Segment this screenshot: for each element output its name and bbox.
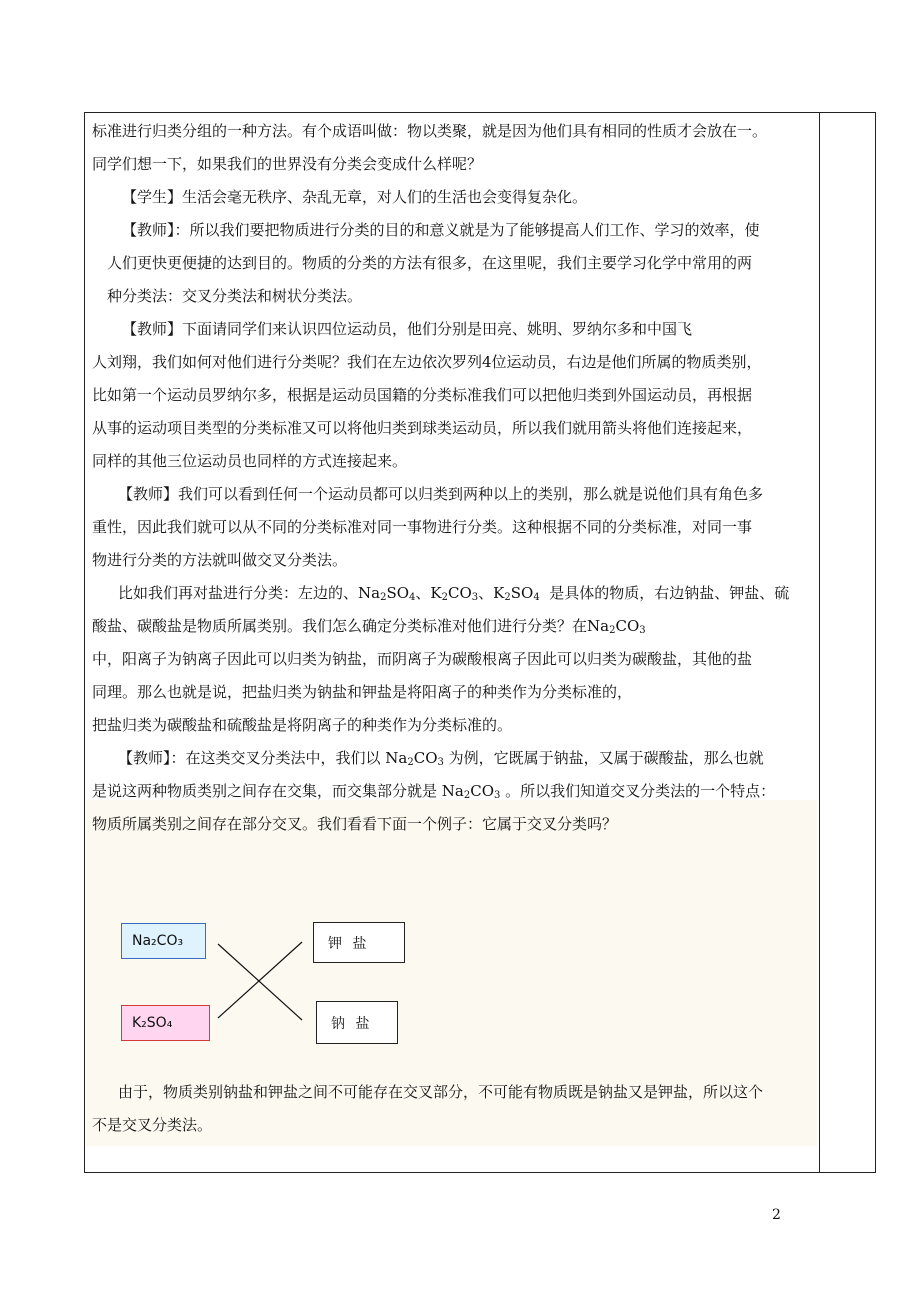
lesson-text — [92, 115, 817, 841]
paragraph-line: 标准进行归类分组的一种方法。有个成语叫做：物以类聚，就是因为他们具有相同的性质才会放在一。 — [92, 122, 768, 140]
student-response: 【学生】生活会毫无秩序、杂乱无章，对人们的生活也会变得复杂化。 — [122, 188, 588, 206]
paragraph-line: 重性，因此我们就可以从不同的分类标准对同一事物进行分类。这种根据不同的分类标准，对同一事 — [92, 518, 753, 536]
paragraph-line: 同样的其他三位运动员也同样的方式连接起来。 — [92, 452, 408, 470]
paragraph-line: 把盐归类为碳酸盐和硫酸盐是将阴离子的种类作为分类标准的。 — [92, 716, 513, 734]
k2so4-box: K₂SO₄ — [121, 1005, 210, 1041]
text-span: 为例，它既属于钠盐，又属于碳酸盐，那么也就 — [448, 749, 764, 767]
cross-connector-lines — [210, 940, 310, 1022]
paragraph-line: 是说这两种物质类别之间存在交集，而交集部分就是 $Na_2CO_3$ 。所以我们知道交叉分类法的一个特点： — [92, 782, 776, 801]
connector-line-na-to-sodium — [218, 944, 302, 1020]
connector-line-k-to-potassium — [218, 942, 302, 1018]
text-span: 酸盐、碳酸盐是物质所属类别。我们怎么确定分类标准对他们进行分类？在 — [92, 617, 588, 635]
conclusion-text — [92, 1076, 817, 1142]
paragraph-line: 酸盐、碳酸盐是物质所属类别。我们怎么确定分类标准对他们进行分类？在$Na_2CO_3$ — [92, 617, 646, 636]
text-span: 比如我们再对盐进行分类：左边的、 — [118, 584, 359, 602]
paragraph-line: 人们更快更便捷的达到目的。物质的分类的方法有很多，在这里呢，我们主要学习化学中常用的两 — [107, 254, 753, 272]
sodium-salt-box: 钠 盐 — [316, 1001, 398, 1044]
text-span: 【教师】：在这类交叉分类法中，我们以 — [118, 749, 381, 767]
teacher-line: 【教师】：在这类交叉分类法中，我们以 $Na_2CO_3$ 为例，它既属于钠盐，又属于碳酸盐，那么也就 — [118, 749, 764, 768]
text-span: 。所以我们知道交叉分类法的一个特点： — [505, 782, 776, 800]
paragraph-line: 物进行分类的方法就叫做交叉分类法。 — [92, 551, 348, 569]
potassium-salt-box: 钾 盐 — [313, 922, 405, 963]
teacher-line: 【教师】下面请同学们来认识四位运动员，他们分别是田亮、姚明、罗纳尔多和中国飞 — [122, 320, 693, 338]
page-number: 2 — [772, 1207, 781, 1223]
paragraph-line: 种分类法：交叉分类法和树状分类法。 — [107, 287, 363, 305]
paragraph-line: 物质所属类别之间存在部分交叉。我们看看下面一个例子：它属于交叉分类吗？ — [92, 815, 618, 833]
paragraph-line: 比如第一个运动员罗纳尔多，根据是运动员国籍的分类标准我们可以把他归类到外国运动员，再根据 — [92, 386, 753, 404]
paragraph-line: 比如我们再对盐进行分类：左边的、$Na_2SO_4$、$K_2CO_3$、$K_2SO_4$ 是具体的物质，右边钠盐、钾盐、硫 — [118, 584, 790, 603]
paragraph-line: 同学们想一下，如果我们的世界没有分类会变成什么样呢？ — [92, 155, 483, 173]
paragraph-line: 不是交叉分类法。 — [92, 1116, 213, 1134]
paragraph-line: 从事的运动项目类型的分类标准又可以将他归类到球类运动员，所以我们就用箭头将他们连接起来， — [92, 419, 753, 437]
paragraph-line: 人刘翔，我们如何对他们进行分类呢？我们在左边依次罗列4位运动员，右边是他们所属的物质类别， — [92, 353, 762, 371]
text-span: 是说这两种物质类别之间存在交集，而交集部分就是 — [92, 782, 438, 800]
table-column-divider — [819, 112, 820, 1173]
paragraph-line: 同理。那么也就是说，把盐归类为钠盐和钾盐是将阳离子的种类作为分类标准的， — [92, 683, 633, 701]
teacher-line: 【教师】我们可以看到任何一个运动员都可以归类到两种以上的类别，那么就是说他们具有角色多 — [118, 485, 764, 503]
paragraph-line: 由于，物质类别钠盐和钾盐之间不可能存在交叉部分，不可能有物质既是钠盐又是钾盐，所以这个 — [118, 1083, 764, 1101]
na2co3-box: Na₂CO₃ — [121, 923, 206, 959]
teacher-line: 【教师】：所以我们要把物质进行分类的目的和意义就是为了能够提高人们工作、学习的效率，使 — [122, 221, 760, 239]
paragraph-line: 中，阳离子为钠离子因此可以归类为钠盐，而阴离子为碳酸根离子因此可以归类为碳酸盐，其他的盐 — [92, 650, 753, 668]
text-span: 是具体的物质，右边钠盐、钾盐、硫 — [549, 584, 790, 602]
